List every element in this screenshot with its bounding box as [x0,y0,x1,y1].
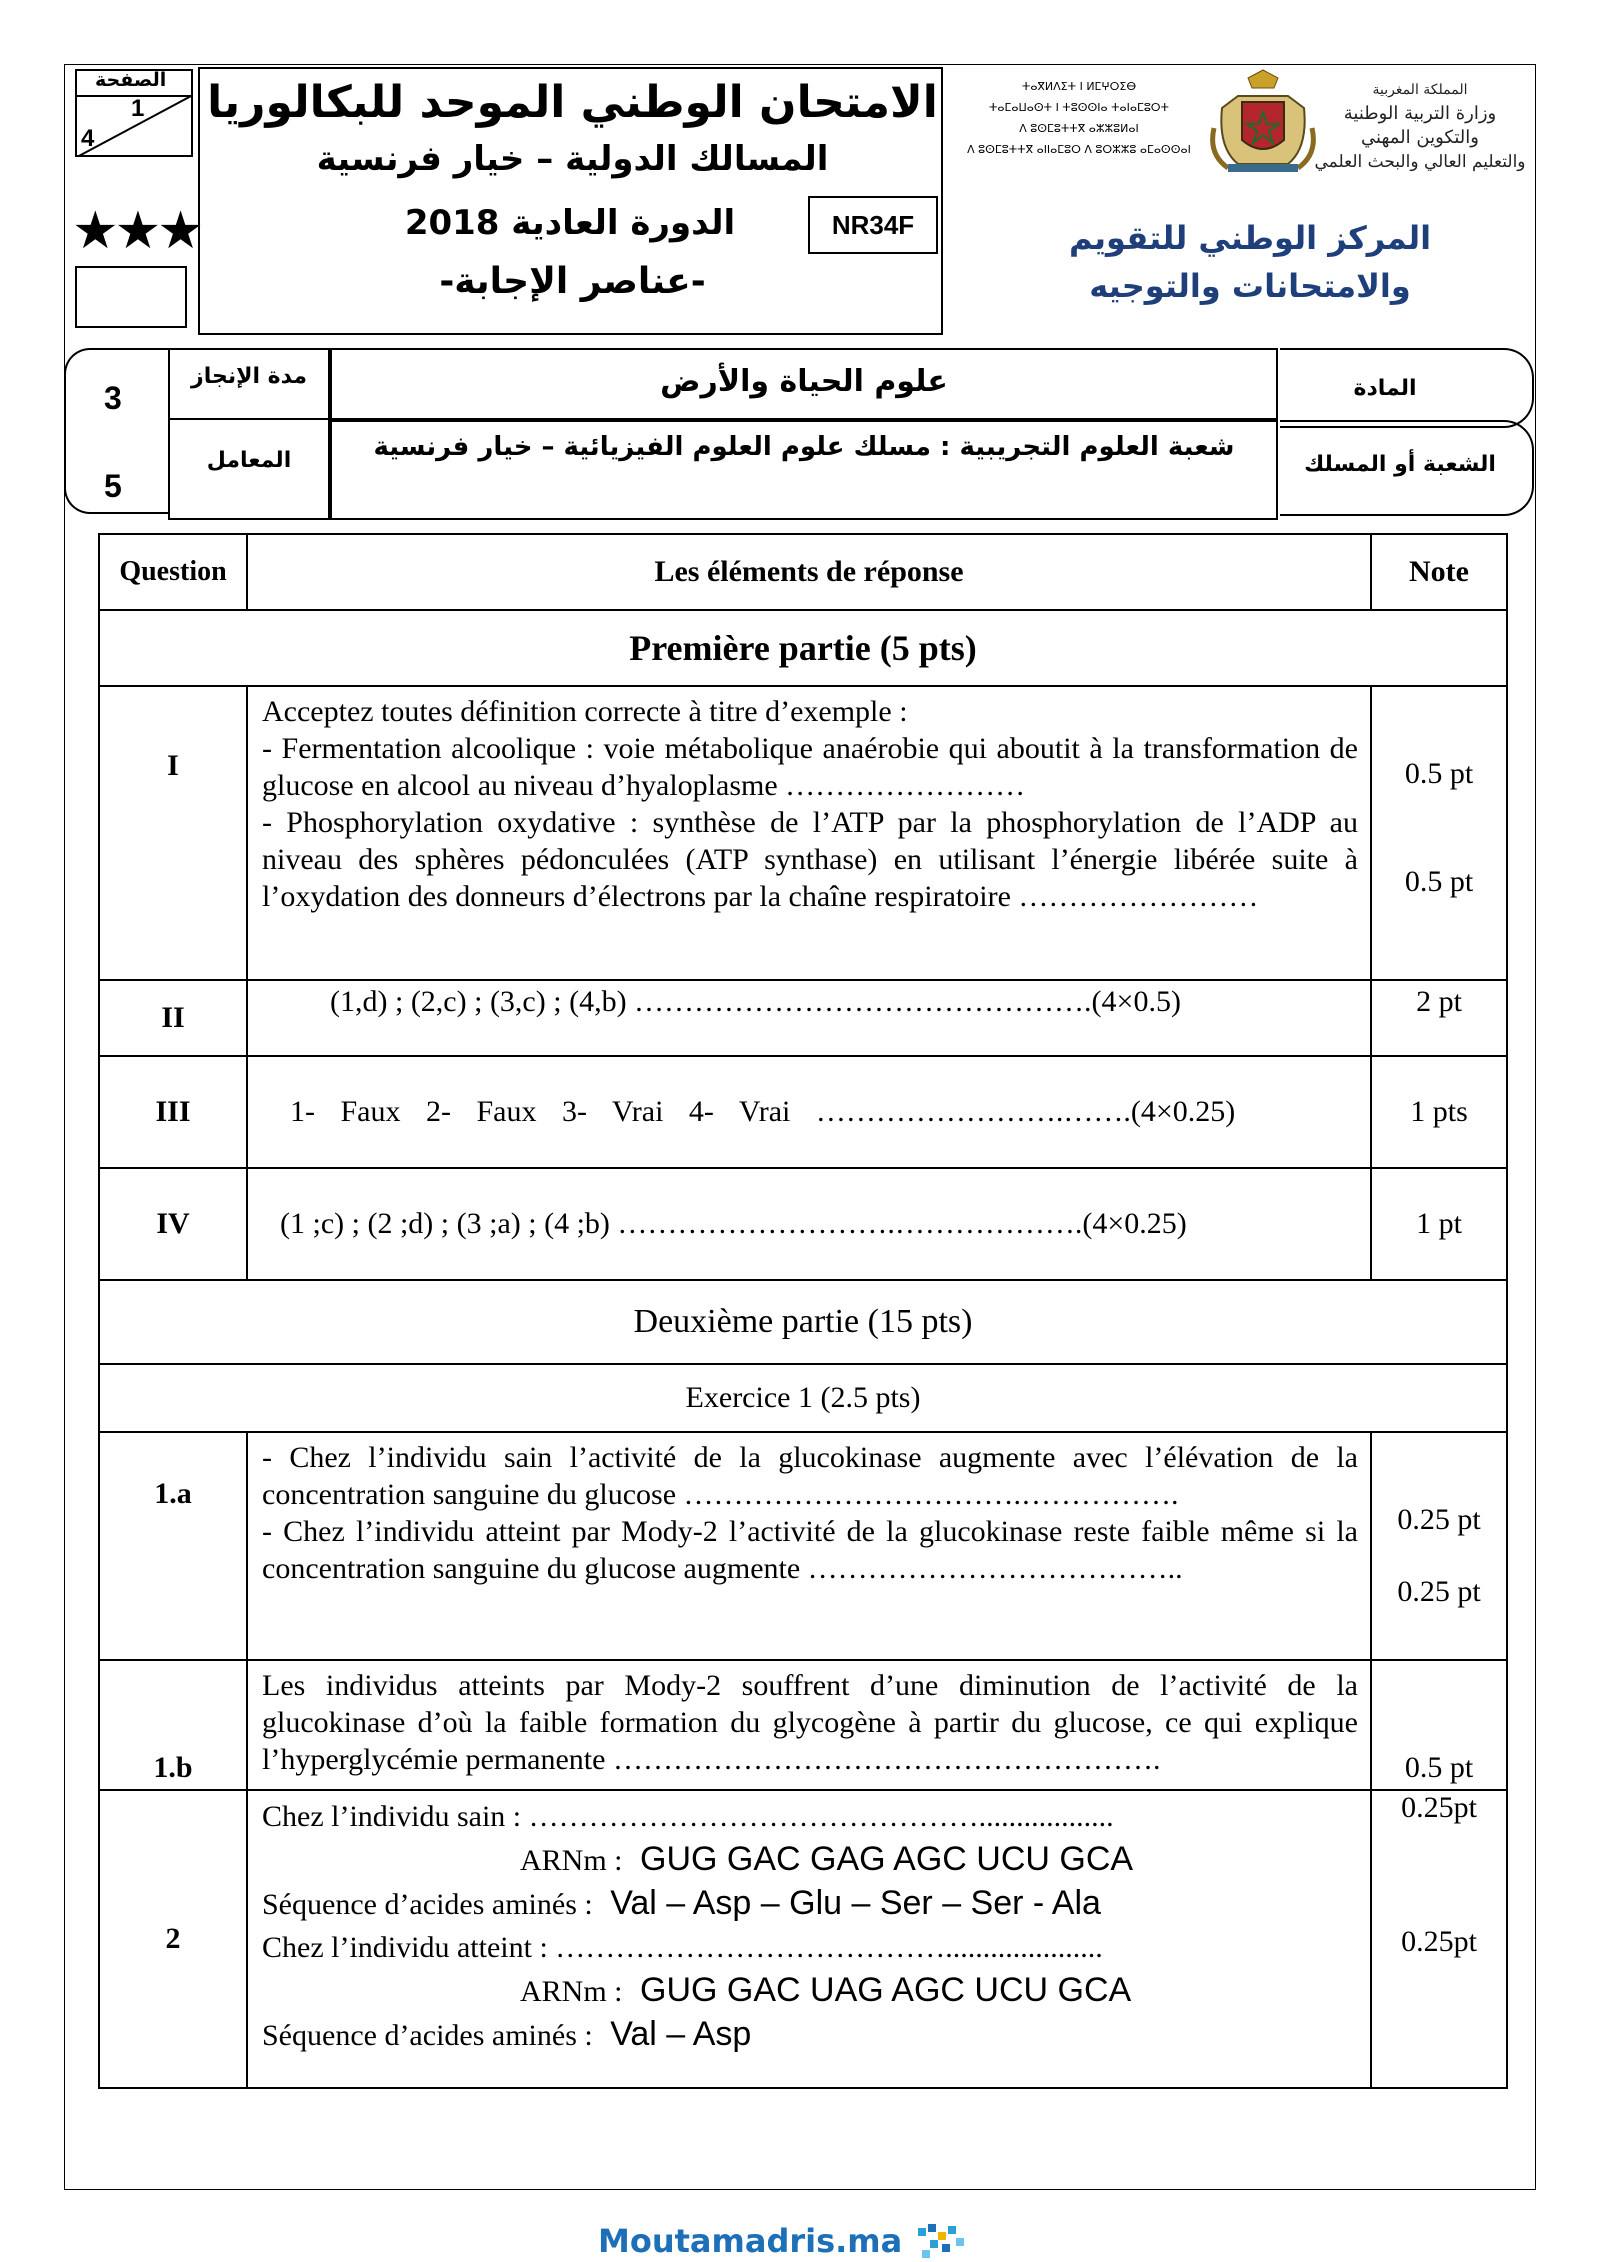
note-value: 0.25 pt [1397,1503,1481,1536]
exam-answers-title: -عناصر الإجابة- [439,261,706,302]
subject-value: علوم الحياة والأرض [660,364,948,399]
coef-value: 5 [104,468,122,504]
table-row [99,1790,1507,2088]
ministry-line: وزارة التربية الوطنية [1343,103,1497,124]
subject-label-pill [1280,348,1534,428]
amino-acid-sequence: Val – Asp [610,2015,752,2053]
note-cell [1371,686,1507,980]
note-value: 0.5 pt [1404,757,1474,790]
answer-text: 1- Faux 2- Faux 3- Vrai 4- Vrai …………………….…….(4×0.25) [290,1095,1236,1128]
answer-line: - Chez l’individu atteint par Mody-2 l’activité de la glucokinase reste faible même si la concentration sanguine du glucose augmente ……………………………….. [262,1515,1358,1585]
table-row [99,1168,1507,1280]
exam-session: الدورة العادية 2018 [404,203,736,243]
healthy-label: Chez l’individu sain : ……………………………………….................. [262,1800,1114,1833]
footer-logo-text: Moutamadris.ma [598,2222,903,2260]
exam-code: NR34F [808,196,938,254]
labels-box [168,348,330,520]
answer-line: Acceptez toutes définition correcte à titre d’exemple : [262,695,908,728]
note-value: 1 pt [1371,1168,1507,1280]
seq-label: Séquence d’acides aminés : [262,1888,593,1921]
note-value: 0.25pt [1401,1925,1477,1958]
arn-label: ARNm : [520,1844,623,1877]
arn-sequence: GUG GAC UAG AGC UCU GCA [640,1971,1132,2009]
header-note: Note [1371,534,1507,610]
table-row [99,1056,1507,1168]
arn-sequence: GUG GAC GAG AGC UCU GCA [640,1840,1134,1878]
part1-title-row [99,610,1507,686]
note-value: 0.25pt [1401,1791,1477,1824]
coef-label: المعامل [206,448,292,473]
question-label: 1.b [99,1660,247,1790]
answer-cell [247,686,1371,980]
tifinagh-line: ⵜⴰⴳⵍⴷⵉⵜ ⵏ ⵍⵎⵖⵔⵉⴱ [1021,80,1137,93]
exercise1-title-row [99,1364,1507,1432]
question-label: II [99,980,247,1056]
track-box [330,420,1278,520]
exam-track: المسالك الدولية – خيار فرنسية [316,139,829,179]
answer-cell [247,980,1371,1056]
center-name: المركز الوطني للتقويم والامتحانات والتوجيه [1068,219,1432,305]
healthy-arn-line [262,1838,1358,1882]
page-number-box [75,69,193,157]
question-label: I [99,686,247,980]
answer-line: - Fermentation alcoolique : voie métabolique anaérobie qui aboutit à la transformation de glucose en alcool au niveau d’hyaloplasme …………………… [262,732,1358,802]
track-label-pill [1280,420,1534,516]
part1-title: Première partie (5 pts) [99,610,1507,686]
table-row [99,1432,1507,1660]
page-number: 1 [131,95,145,122]
seq-label: Séquence d’acides aminés : [262,2019,593,2052]
table-row [99,1660,1507,1790]
ministry-line: والتكوين المهني [1361,127,1479,148]
exercise1-title: Exercice 1 (2.5 pts) [99,1364,1507,1432]
header-answer: Les éléments de réponse [247,534,1371,610]
difficulty-stars: ★★★ [72,203,200,260]
answer-cell [247,1432,1371,1660]
tifinagh-line: ⴷ ⵓⵙⵎⵓⵜⵜⴳ ⴰⵏⵏⴰⵎⵓⵔ ⴷ ⵓⵔⵣⵣⵓ ⴰⵎⴰⵙⵙⴰⵏ [967,143,1191,156]
note-cell [1371,1432,1507,1660]
note-value: 2 pt [1371,980,1507,1056]
answer-line: - Chez l’individu sain l’activité de la glucokinase augmente avec l’élévation de la concentration sanguine du glucose …………………………….……………. [262,1441,1358,1511]
track-label: الشعبة أو المسلك [1304,452,1496,477]
tifinagh-line: ⴷ ⵓⵙⵎⵓⵜⵜⴳ ⴰⵣⵣⵓⵍⴰⵏ [1019,122,1139,135]
page-total: 4 [81,125,95,152]
ministry-block [1300,78,1540,174]
answers-table [98,533,1508,2089]
note-cell [1371,1790,1507,2088]
sick-label: Chez l’individu atteint : …………………………………..................... [262,1931,1103,1964]
answer-line: - Phosphorylation oxydative : synthèse de l’ATP par la phosphorylation de l’ADP au niveau des sphères pédonculées (ATP synthase) en utilisant l’énergie libérée suite à l’oxydation des donneurs d’électrons par la chaîne respiratoire …………………… [262,806,1358,913]
amino-acid-sequence: Val – Asp – Glu – Ser – Ser - Ala [610,1884,1101,1922]
labels-divider [170,418,328,420]
table-row [99,686,1507,980]
answer-text: (1 ;c) ; (2 ;d) ; (3 ;a) ; (4 ;b) ……………………….……………….(4×0.25) [280,1207,1187,1240]
tifinagh-line: ⵜⴰⵎⴰⵡⴰⵙⵜ ⵏ ⵜⵓⵙⵙⵏⴰ ⵜⴰⵏⴰⵎⵓⵔⵜ [988,101,1169,114]
track-value: شعبة العلوم التجريبية : مسلك علوم العلوم الفيزيائية – خيار فرنسية [373,432,1235,462]
header-question: Question [99,534,247,610]
subject-label: المادة [1353,376,1417,401]
note-value: 0.5 pt [1371,1660,1507,1790]
question-label: 2 [99,1790,247,2088]
answer-text: Les individus atteints par Mody-2 souffrent d’une diminution de l’activité de la glucokinase d’où la faible formation du glycogène à partir du glucose, ce qui explique l’hyperglycémie permanente ………………………………………………. [262,1669,1358,1776]
blank-box [75,266,187,328]
subject-box [330,348,1278,420]
question-label: IV [99,1168,247,1280]
arn-label: ARNm : [520,1975,623,2008]
healthy-seq-line [262,1882,1358,1926]
part2-title: Deuxième partie (15 pts) [99,1280,1507,1364]
duration-label: مدة الإنجاز [191,364,307,389]
tifinagh-block [948,76,1210,160]
page-label: الصفحة [95,69,167,91]
sick-seq-line [262,2013,1358,2057]
ministry-line: والتعليم العالي والبحث العلمي [1314,152,1526,172]
ministry-line: المملكة المغربية [1372,82,1468,98]
pixel-figure-icon [916,2222,976,2262]
table-header-row [99,534,1507,610]
answer-cell [247,1660,1371,1790]
footer-logo [598,2222,1018,2262]
answer-cell [247,1056,1371,1168]
note-value: 1 pts [1371,1056,1507,1168]
note-value: 0.25 pt [1397,1575,1481,1608]
question-label: 1.a [99,1432,247,1660]
duration-value: 3 [104,380,122,416]
table-row [99,980,1507,1056]
note-value: 0.5 pt [1404,865,1474,898]
answer-cell [247,1168,1371,1280]
sick-arn-line [262,1969,1358,2013]
answer-text: (1,d) ; (2,c) ; (3,c) ; (4,b) ……………………………………….(4×0.5) [330,985,1181,1018]
answer-cell [247,1790,1371,2088]
part2-title-row [99,1280,1507,1364]
exam-title: الامتحان الوطني الموحد للبكالوريا [207,77,938,128]
question-label: III [99,1056,247,1168]
